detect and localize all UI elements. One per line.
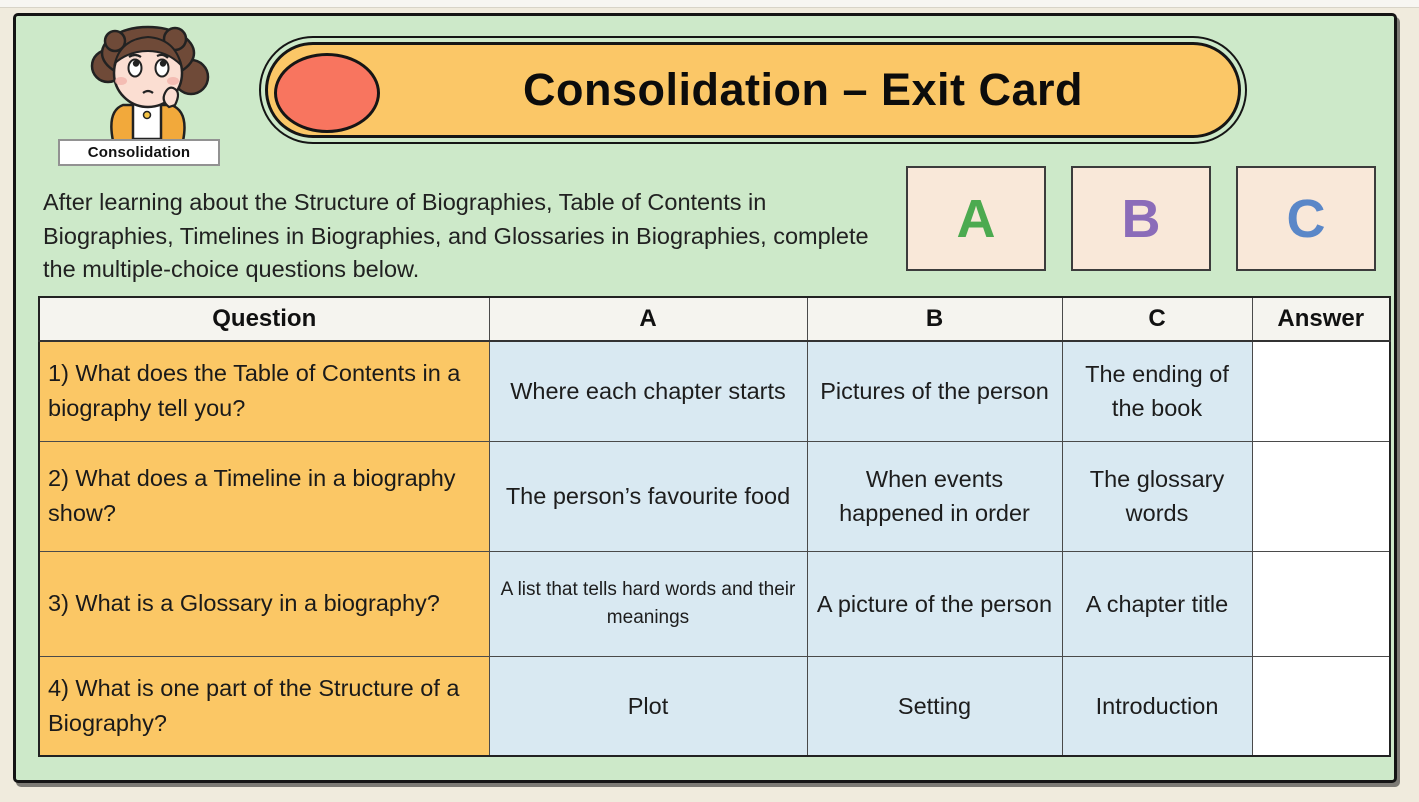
option-b-cell-3: A picture of the person — [807, 551, 1062, 656]
table-row — [39, 656, 1390, 756]
option-a-cell-3: A list that tells hard words and their meanings — [489, 551, 807, 656]
choice-tile-b[interactable] — [1071, 166, 1211, 271]
choice-tile-a[interactable] — [906, 166, 1046, 271]
page-title: Consolidation – Exit Card — [522, 64, 1084, 115]
character-label — [58, 139, 220, 166]
table-row — [39, 341, 1390, 441]
option-b-cell-1: Pictures of the person — [807, 341, 1062, 441]
exit-card-panel — [13, 13, 1397, 783]
table-row — [39, 551, 1390, 656]
option-a-cell-2: The person’s favourite food — [489, 441, 807, 551]
option-c-cell-2: The glossary words — [1062, 441, 1252, 551]
thinking-girl-icon — [63, 21, 233, 141]
question-cell-3: 3) What is a Glossary in a biography? — [39, 551, 489, 656]
choice-tile-c[interactable] — [1236, 166, 1376, 271]
banner-ellipse-decoration — [274, 53, 380, 133]
header-c: C — [1062, 297, 1252, 341]
quiz-table — [38, 296, 1391, 757]
table-row — [39, 441, 1390, 551]
question-cell-1: 1) What does the Table of Contents in a biography tell you? — [39, 341, 489, 441]
answer-cell-3[interactable] — [1252, 551, 1390, 656]
answer-cell-1[interactable] — [1252, 341, 1390, 441]
thinking-girl-illustration — [63, 21, 233, 141]
choice-letter-c: C — [1286, 188, 1326, 249]
option-a-cell-4: Plot — [489, 656, 807, 756]
header-question: Question — [39, 297, 489, 341]
choice-letter-b: B — [1121, 188, 1161, 249]
title-banner — [259, 36, 1247, 144]
option-a-cell-1: Where each chapter starts — [489, 341, 807, 441]
character-label-text: Consolidation — [87, 144, 191, 161]
choice-letter-a: A — [956, 188, 996, 249]
table-header-row — [39, 297, 1390, 341]
answer-cell-2[interactable] — [1252, 441, 1390, 551]
window-top-strip — [0, 0, 1419, 8]
header-answer: Answer — [1252, 297, 1390, 341]
option-c-cell-4: Introduction — [1062, 656, 1252, 756]
option-c-cell-1: The ending of the book — [1062, 341, 1252, 441]
question-cell-4: 4) What is one part of the Structure of a Biography? — [39, 656, 489, 756]
instructions-text: After learning about the Structure of Biographies, Table of Contents in Biographies, Timelines in Biographies, and Glossaries in Biographies, complete the multiple-choice questions below. — [43, 189, 869, 282]
question-cell-2: 2) What does a Timeline in a biography show? — [39, 441, 489, 551]
title-banner-pill — [265, 42, 1241, 138]
option-b-cell-4: Setting — [807, 656, 1062, 756]
option-b-cell-2: When events happened in order — [807, 441, 1062, 551]
option-c-cell-3: A chapter title — [1062, 551, 1252, 656]
header-a: A — [489, 297, 807, 341]
answer-cell-4[interactable] — [1252, 656, 1390, 756]
header-b: B — [807, 297, 1062, 341]
